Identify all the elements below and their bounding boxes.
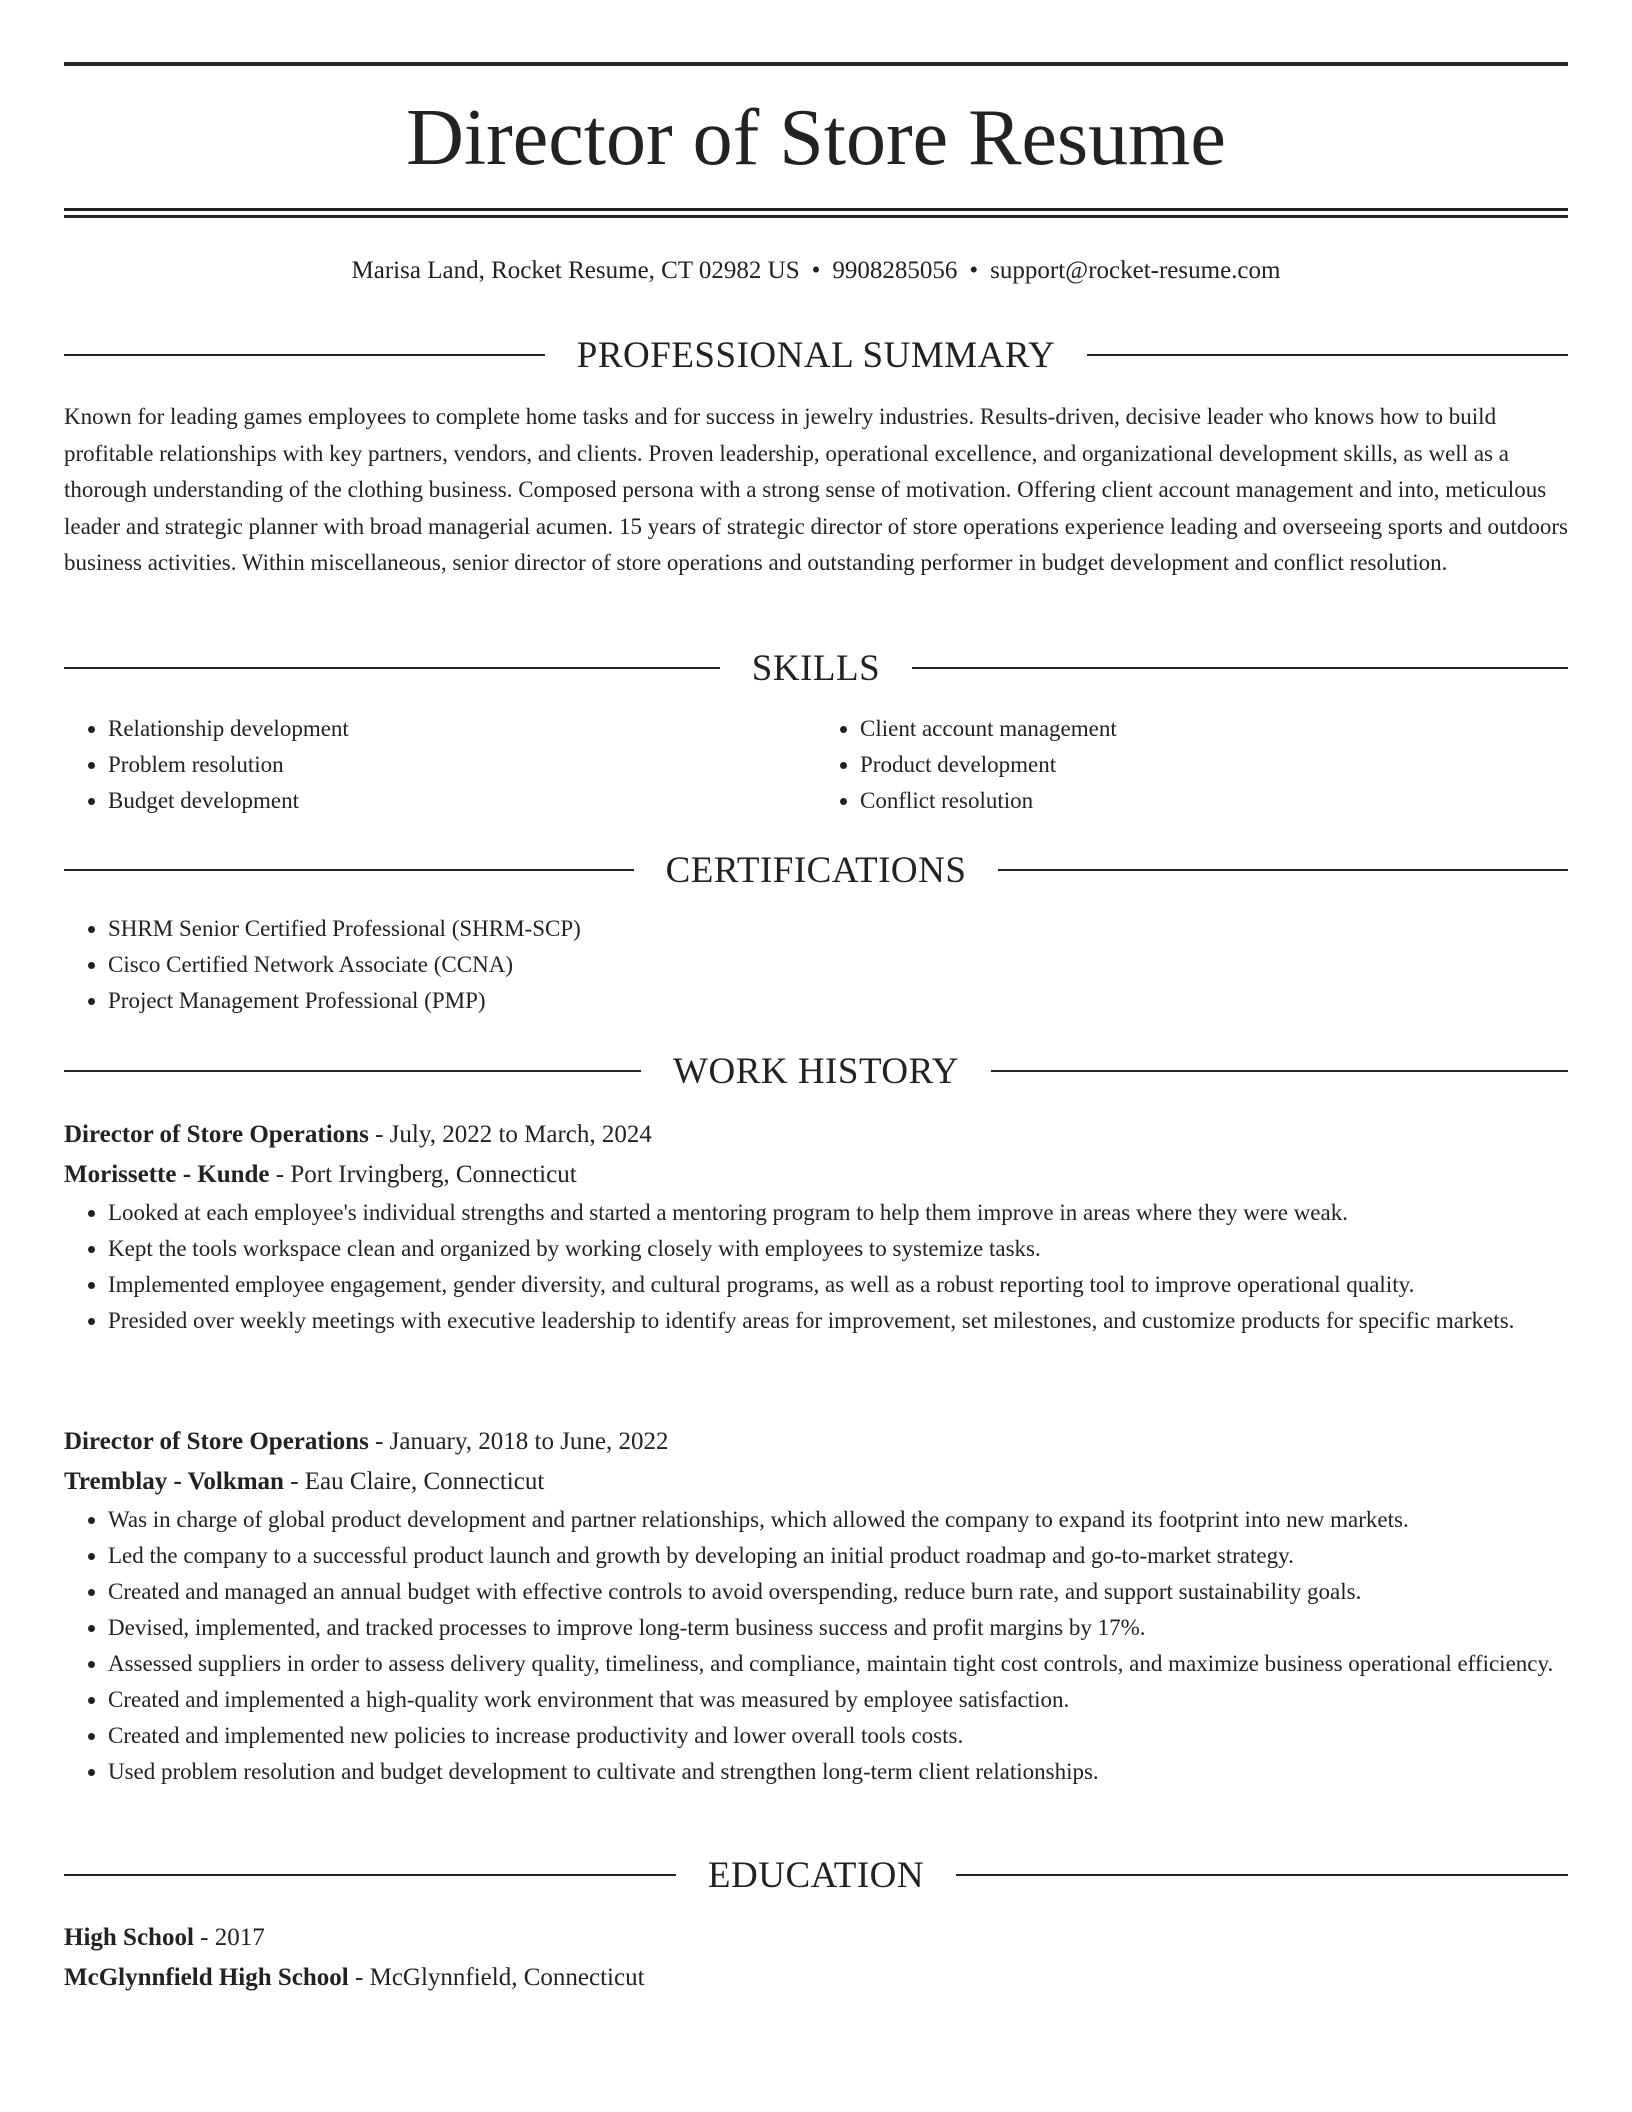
page-title: Director of Store Resume [406,94,1226,182]
job-title: Director of Store Operations [64,1428,369,1455]
skills-column-left [64,711,816,819]
heading-rule-right [956,1874,1568,1876]
job-bullet: • Presided over weekly meetings with executive leadership to identify areas for improvement, set milestones, and customize products for specific markets. [108,1303,1568,1339]
job-bullet: • Created and managed an annual budget with effective controls to avoid overspending, reduce burn rate, and support sustainability goals. [108,1574,1568,1610]
job-location: - Port Irvingberg, Connecticut [269,1161,577,1188]
heading-rule-left [64,1070,641,1072]
job-entry [64,1115,1568,1339]
heading-rule-left [64,1874,676,1876]
job-title: Director of Store Operations [64,1121,369,1148]
section-title: WORK HISTORY [673,1050,959,1092]
job-bullet: • Implemented employee engagement, gender diversity, and cultural programs, as well as a robust reporting tool to improve operational quality. [108,1267,1568,1303]
job-bullet: • Looked at each employee's individual strengths and started a mentoring program to help them improve in areas where they were weak. [108,1195,1568,1231]
section-title: PROFESSIONAL SUMMARY [576,334,1056,376]
summary-heading [64,330,1568,380]
section-title: CERTIFICATIONS [665,849,967,891]
contact-phone: 9908285056 [832,257,958,284]
job-bullet: • Kept the tools workspace clean and organized by working closely with employees to systemize tasks. [108,1231,1568,1267]
heading-rule-right [912,667,1568,669]
job-bullet: • Devised, implemented, and tracked processes to improve long-term business success and profit margins by 17%. [108,1610,1568,1646]
job-entry [64,1422,1568,1790]
education-school-line [64,1958,1568,1998]
skill-item: • Relationship development [108,711,816,747]
contact-separator: • [811,257,821,284]
summary-text: Known for leading games employees to complete home tasks and for success in jewelry industries. Results-driven, decisive leader who knows how to build profitable relationships with key partners, vendors, and clients. Proven leadership, operational excellence, and organizational development skills, as well as a thorough understanding of the clothing business. Composed persona with a strong sense of motivation. Offering client account management and into, meticulous leader and strategic planner with broad managerial acumen. 15 years of strategic director of store operations experience leading and overseeing sports and outdoors business activities. Within miscellaneous, senior director of store operations and outstanding performer in budget development and conflict resolution. [64,404,1569,575]
job-bullet: • Led the company to a successful product launch and growth by developing an initial product roadmap and go-to-market strategy. [108,1538,1568,1574]
job-bullet: • Was in charge of global product development and partner relationships, which allowed the company to expand its footprint into new markets. [108,1502,1568,1538]
job-dates: - July, 2022 to March, 2024 [368,1121,652,1148]
skills-heading [64,643,1568,693]
contact-address: Marisa Land, Rocket Resume, CT 02982 US [351,257,800,284]
job-bullets [64,1195,1568,1339]
job-bullet: • Assessed suppliers in order to assess delivery quality, timeliness, and compliance, maintain tight cost controls, and maximize business operational efficiency. [108,1646,1568,1682]
job-company-line [64,1462,1568,1502]
job-company: Morissette - Kunde [64,1161,270,1188]
heading-rule-left [64,869,634,871]
contact-email: support@rocket-resume.com [990,257,1281,284]
heading-rule-right [998,869,1568,871]
skills-list [64,711,1568,819]
job-location: - Eau Claire, Connecticut [283,1468,545,1495]
certifications-list [64,911,1568,1019]
job-bullet: • Created and implemented new policies to increase productivity and lower overall tools costs. [108,1718,1568,1754]
skill-item: • Client account management [860,711,1568,747]
skill-item: • Product development [860,747,1568,783]
top-rule [64,62,1568,66]
heading-rule-left [64,667,720,669]
education-school: McGlynnfield High School [64,1964,349,1991]
certifications-heading [64,845,1568,895]
job-bullet: • Used problem resolution and budget development to cultivate and strengthen long-term client relationships. [108,1754,1568,1790]
education-degree-line [64,1918,1568,1958]
heading-rule-right [991,1070,1568,1072]
title-double-rule [64,208,1568,218]
skills-column-right [816,711,1568,819]
education-year: - 2017 [193,1924,265,1951]
heading-rule-left [64,354,545,356]
section-title: SKILLS [751,647,881,689]
job-title-line [64,1115,1568,1155]
section-title: EDUCATION [707,1854,925,1896]
certification-item: • Cisco Certified Network Associate (CCNA) [108,947,1568,983]
certification-item: • SHRM Senior Certified Professional (SHRM-SCP) [108,911,1568,947]
job-company: Tremblay - Volkman [64,1468,284,1495]
skill-item: • Budget development [108,783,816,819]
job-company-line [64,1155,1568,1195]
work-history-heading [64,1046,1568,1096]
job-title-line [64,1422,1568,1462]
heading-rule-right [1087,354,1568,356]
education-degree: High School [64,1924,194,1951]
job-bullets [64,1502,1568,1790]
job-bullet: • Created and implemented a high-quality work environment that was measured by employee satisfaction. [108,1682,1568,1718]
certification-item: • Project Management Professional (PMP) [108,983,1568,1019]
education-location: - McGlynnfield, Connecticut [348,1964,645,1991]
education-entry [64,1918,1568,1998]
contact-separator: • [969,257,979,284]
skill-item: • Conflict resolution [860,783,1568,819]
contact-line [64,254,1568,288]
job-dates: - January, 2018 to June, 2022 [368,1428,669,1455]
skill-item: • Problem resolution [108,747,816,783]
education-heading [64,1850,1568,1900]
